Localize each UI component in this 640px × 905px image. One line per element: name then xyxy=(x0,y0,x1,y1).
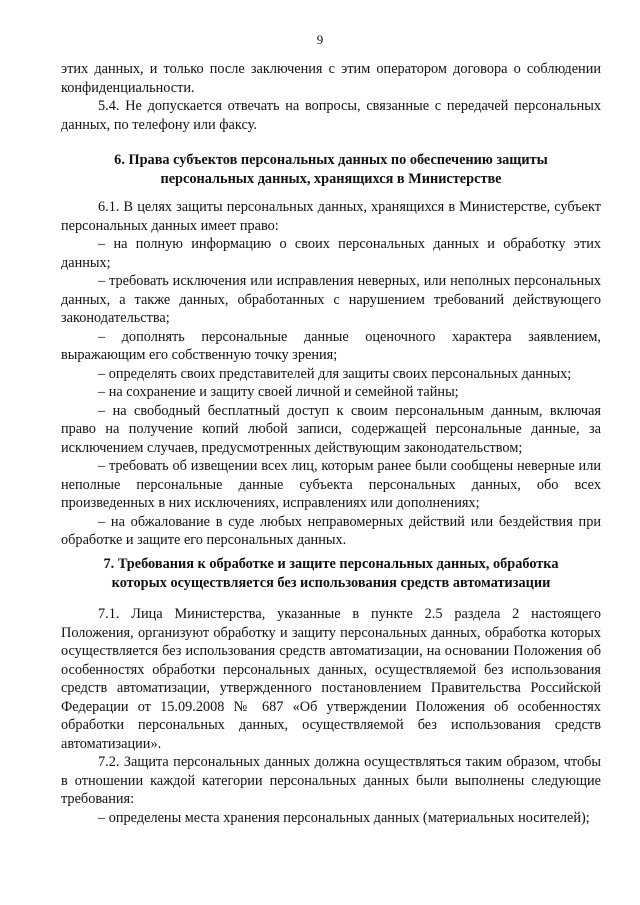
paragraph-6-1: 6.1. В целях защиты персональных данных, хранящихся в Министерстве, субъект персональных данных имеет право: xyxy=(61,199,601,234)
paragraph-7-1: 7.1. Лица Министерства, указанные в пункте 2.5 раздела 2 настоящего Положения, организуют обработку и защиту персональных данных, обработка которых осуществляется без использования средств автоматизации, на основании Положения об особенностях обработки персональных данных, осуществляемой без использования средств автоматизации, утвержденного постановлением Правительства Российской Федерации от 15.09.2008 № 687 «Об утверждении Положения об особенностях обработки персональных данных, осуществляемой без использования средств автоматизации». xyxy=(61,606,601,752)
section-6-heading xyxy=(61,151,601,188)
section-6-heading-line1: 6. Права субъектов персональных данных по обеспечению защиты xyxy=(114,152,548,168)
section-7-heading-line2: которых осуществляется без использования средств автоматизации xyxy=(111,574,551,591)
list-item: – требовать исключения или исправления неверных, или неполных персональных данных, а также данных, обработанных с нарушением требований действующего законодательства; xyxy=(61,273,601,326)
section-6-heading-line2: персональных данных, хранящихся в Министерстве xyxy=(160,170,502,187)
paragraph-7-2: 7.2. Защита персональных данных должна осуществляться таким образом, чтобы в отношении каждой категории персональных данных были выполнены следующие требования: xyxy=(61,754,601,807)
page-number: 9 xyxy=(316,32,324,47)
section-7-heading-line1: 7. Требования к обработке и защите персональных данных, обработка xyxy=(103,556,559,572)
top-paragraphs xyxy=(61,60,601,134)
list-item: – на свободный бесплатный доступ к своим персональным данным, включая право на получение копий любой записи, содержащей персональные данные, за исключением случаев, предусмотренных действующим законодательством; xyxy=(61,402,601,456)
list-item: – определены места хранения персональных данных (материальных носителей); xyxy=(98,809,590,826)
list-item: – требовать об извещении всех лиц, которым ранее были сообщены неверные или неполные персональные данные субъекта персональных данных, обо всех произведенных в них исключениях, исправлениях или дополнениях; xyxy=(61,458,601,511)
list-item: – на полную информацию о своих персональных данных и обработку этих данных; xyxy=(61,236,601,271)
list-item: – на сохранение и защиту своей личной и семейной тайны; xyxy=(98,384,459,400)
section-7-heading xyxy=(61,555,601,592)
list-item: – дополнять персональные данные оценочного характера заявлением, выражающим его собственную точку зрения; xyxy=(61,328,601,363)
list-item: – на обжалование в суде любых неправомерных действий или бездействия при обработке и защите его персональных данных. xyxy=(61,513,601,548)
section-6-body xyxy=(61,198,601,550)
list-item: – определять своих представителей для защиты своих персональных данных; xyxy=(98,365,572,382)
section-7-body xyxy=(61,605,601,827)
paragraph-5-4: 5.4. Не допускается отвечать на вопросы, связанные с передачей персональных данных, по телефону или факсу. xyxy=(61,98,601,133)
paragraph-continuation: этих данных, и только после заключения с этим оператором договора о соблюдении конфиденциальности. xyxy=(61,61,601,96)
